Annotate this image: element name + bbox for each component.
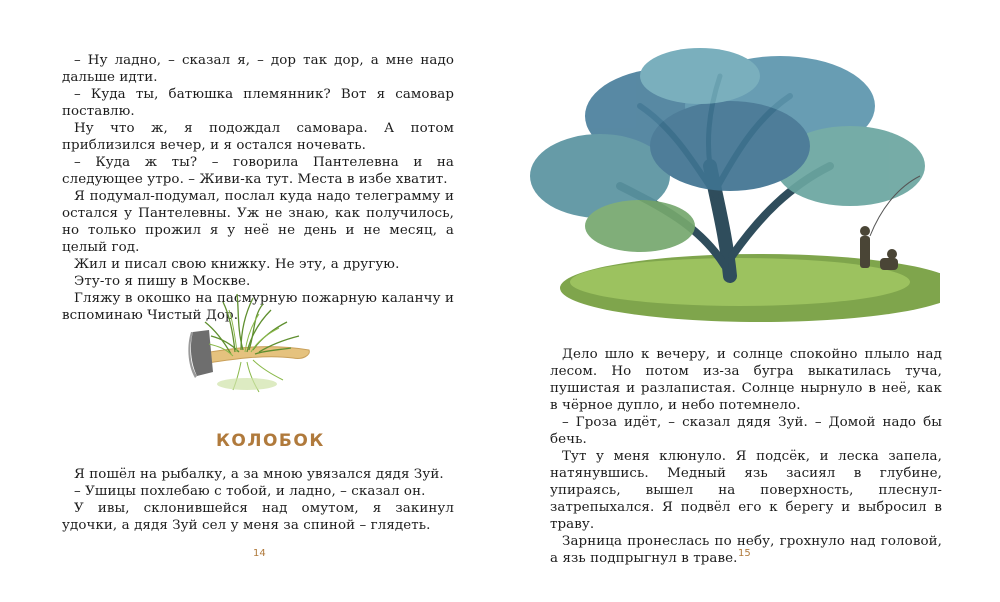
paragraph: У ивы, склонившейся над омутом, я закинул удочки, а дядя Зуй сел у меня за спиной – глядеть. <box>62 501 454 533</box>
paragraph: Гляжу в окошко на пасмурную пожарную каланчу и вспоминаю Чистый Дор. <box>62 291 454 323</box>
paragraph: Жил и писал свою книжку. Не эту, а другую. <box>74 257 400 272</box>
paragraph: – Гроза идёт, – сказал дядя Зуй. – Домой надо бы бечь. <box>550 415 942 447</box>
right-page-text <box>550 346 942 567</box>
paragraph: Ну что ж, я подождал самовара. А потом приблизился вечер, и я остался ночевать. <box>62 121 454 153</box>
axe-in-grass-icon <box>183 292 315 398</box>
paragraph: – Куда ты, батюшка племянник? Вот я самовар поставлю. <box>62 87 454 119</box>
paragraph: Я пошёл на рыбалку, а за мною увязался дядя Зуй. <box>74 467 444 482</box>
chapter-title: КОЛОБОК <box>216 431 325 451</box>
right-page <box>500 0 1000 602</box>
willow-tree-fishermen-icon <box>520 36 940 332</box>
paragraph: Зарница пронеслась по небу, грохнуло над головой, а язь подпрыгнул в траве. <box>550 534 942 566</box>
page-number: 14 <box>253 548 266 559</box>
paragraph: – Куда ж ты? – говорила Пантелевна и на следующее утро. – Живи-ка тут. Места в избе хватит. <box>62 155 454 187</box>
left-page-bottom-text <box>62 466 454 534</box>
page-number: 15 <box>738 548 751 559</box>
left-page-top-text <box>62 52 454 324</box>
paragraph: Дело шло к вечеру, и солнце спокойно плыло над лесом. Но потом из-за бугра выкатилась туча, пушистая и разлапистая. Солнце нырнуло в неё, как в чёрное дупло, и небо потемнело. <box>550 347 942 413</box>
paragraph: – Ну ладно, – сказал я, – дор так дор, а мне надо дальше идти. <box>62 53 454 85</box>
paragraph: Эту-то я пишу в Москве. <box>74 274 251 289</box>
paragraph: Тут у меня клюнуло. Я подсёк, и леска запела, натянувшись. Медный язь засиял в глубине, упираясь, вышел на поверхность, плеснул-затрепыхался. Я подвёл его к берегу и выбросил в траву. <box>550 449 942 532</box>
paragraph: Я подумал-подумал, послал куда надо телеграмму и остался у Пантелевны. Уж не знаю, как получилось, но только прожил я у неё не день и не месяц, а целый год. <box>62 189 454 255</box>
paragraph: – Ушицы похлебаю с тобой, и ладно, – сказал он. <box>74 484 426 499</box>
